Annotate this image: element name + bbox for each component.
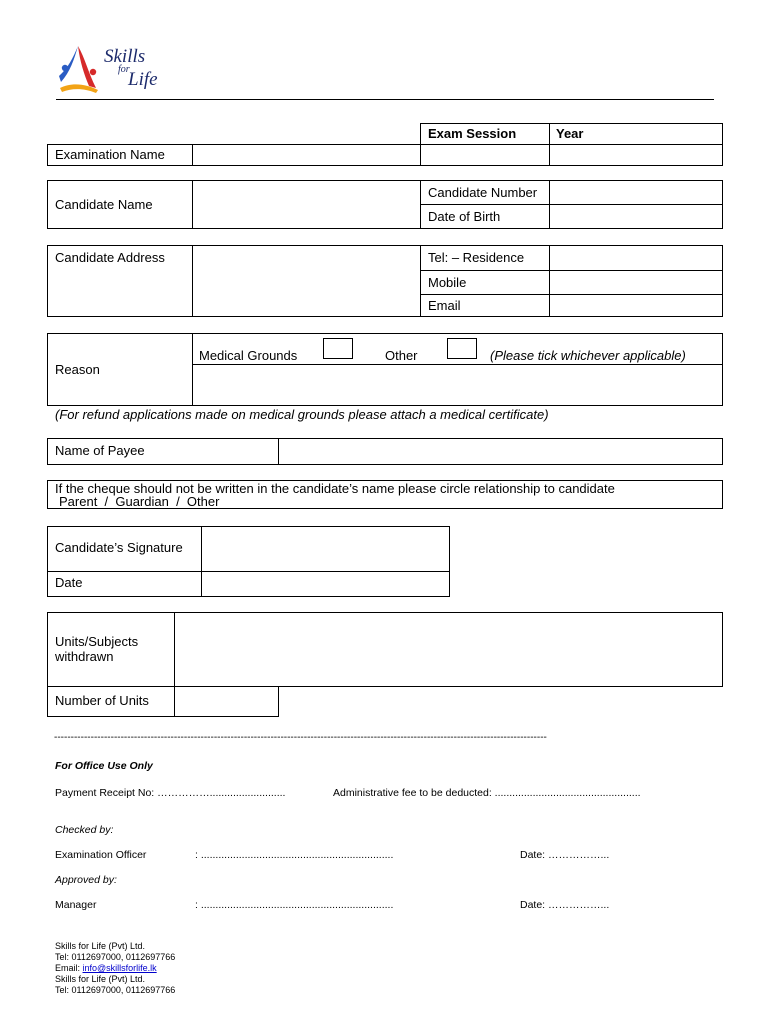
signature-field[interactable] — [202, 527, 449, 570]
reason-details-field[interactable] — [193, 365, 722, 405]
signature-date-field[interactable] — [202, 572, 449, 596]
cut-line: ---------------------------------------------------------------------------------------------------------------------------------------------------- — [54, 732, 547, 743]
footer-email-row — [55, 963, 157, 974]
footer-company-2: Skills for Life (Pvt) Ltd. — [55, 974, 146, 984]
reason-label: Reason — [55, 362, 100, 377]
year-label: Year — [556, 126, 584, 141]
manager-label: Manager — [55, 899, 97, 911]
relationship-options[interactable]: Parent / Guardian / Other — [59, 494, 220, 509]
logo-text-for: for — [118, 64, 130, 75]
exam-session-field[interactable] — [421, 145, 548, 165]
payment-receipt-line[interactable]: Payment Receipt No: …………….......................... — [55, 787, 286, 799]
signature-label: Candidate’s Signature — [55, 540, 183, 555]
mobile-label: Mobile — [428, 275, 467, 290]
units-withdrawn-label-1: Units/Subjects — [55, 634, 139, 649]
email-field[interactable] — [550, 295, 722, 316]
header-rule — [56, 99, 714, 100]
footer-tel-1: Tel: 0112697000, 0112697766 — [55, 952, 176, 962]
other-reason-checkbox[interactable] — [447, 338, 477, 359]
year-field[interactable] — [550, 145, 722, 165]
mobile-field[interactable] — [550, 271, 722, 293]
number-of-units-label: Number of Units — [55, 693, 149, 708]
footer-email-link[interactable]: info@skillsforlife.lk — [82, 963, 157, 973]
candidate-number-label: Candidate Number — [428, 185, 538, 200]
logo-figure-icon — [58, 42, 100, 94]
approved-by-label: Approved by: — [55, 874, 117, 886]
payee-field[interactable] — [279, 439, 722, 464]
candidate-number-field[interactable] — [550, 181, 722, 203]
payee-label: Name of Payee — [55, 443, 145, 458]
other-reason-label: Other — [385, 348, 418, 363]
medical-grounds-label: Medical Grounds — [199, 348, 298, 363]
units-withdrawn-field[interactable] — [175, 613, 722, 686]
checked-by-label: Checked by: — [55, 824, 114, 836]
date-of-birth-field[interactable] — [550, 205, 722, 228]
refund-note: (For refund applications made on medical grounds please attach a medical certificate) — [55, 407, 549, 422]
logo-text-skills: Skills — [104, 46, 146, 67]
tick-note: (Please tick whichever applicable) — [490, 348, 686, 363]
manager-date-line[interactable]: Date: ……………... — [520, 899, 610, 911]
footer-company-1: Skills for Life (Pvt) Ltd. — [55, 941, 146, 951]
candidate-address-field[interactable] — [193, 246, 419, 316]
officer-date-line[interactable]: Date: ……………... — [520, 849, 610, 861]
units-withdrawn-label-2: withdrawn — [55, 649, 114, 664]
candidate-name-field[interactable] — [193, 181, 419, 228]
candidate-address-label: Candidate Address — [55, 250, 165, 265]
tel-residence-field[interactable] — [550, 246, 722, 269]
tel-residence-label: Tel: – Residence — [428, 250, 525, 265]
logo — [58, 42, 168, 94]
footer-tel-2: Tel: 0112697000, 0112697766 — [55, 985, 176, 995]
logo-text-life: Life — [128, 69, 158, 90]
office-use-heading: For Office Use Only — [55, 760, 153, 772]
date-of-birth-label: Date of Birth — [428, 209, 501, 224]
examination-officer-label: Examination Officer — [55, 849, 147, 861]
exam-session-label: Exam Session — [428, 126, 517, 141]
footer-email-prefix: Email: — [55, 963, 83, 973]
medical-grounds-checkbox[interactable] — [323, 338, 353, 359]
examination-officer-line[interactable]: : .................................................................. — [195, 849, 394, 861]
examination-name-label: Examination Name — [55, 147, 165, 162]
admin-fee-line[interactable]: Administrative fee to be deducted: .................................................. — [333, 787, 641, 799]
manager-line[interactable]: : .................................................................. — [195, 899, 394, 911]
email-label: Email — [428, 298, 461, 313]
cheque-note: If the cheque should not be written in the candidate’s name please circle relationship to candidate — [55, 481, 615, 496]
examination-name-field[interactable] — [193, 145, 419, 165]
candidate-name-label: Candidate Name — [55, 197, 153, 212]
number-of-units-field[interactable] — [175, 687, 278, 716]
signature-date-label: Date — [55, 575, 83, 590]
